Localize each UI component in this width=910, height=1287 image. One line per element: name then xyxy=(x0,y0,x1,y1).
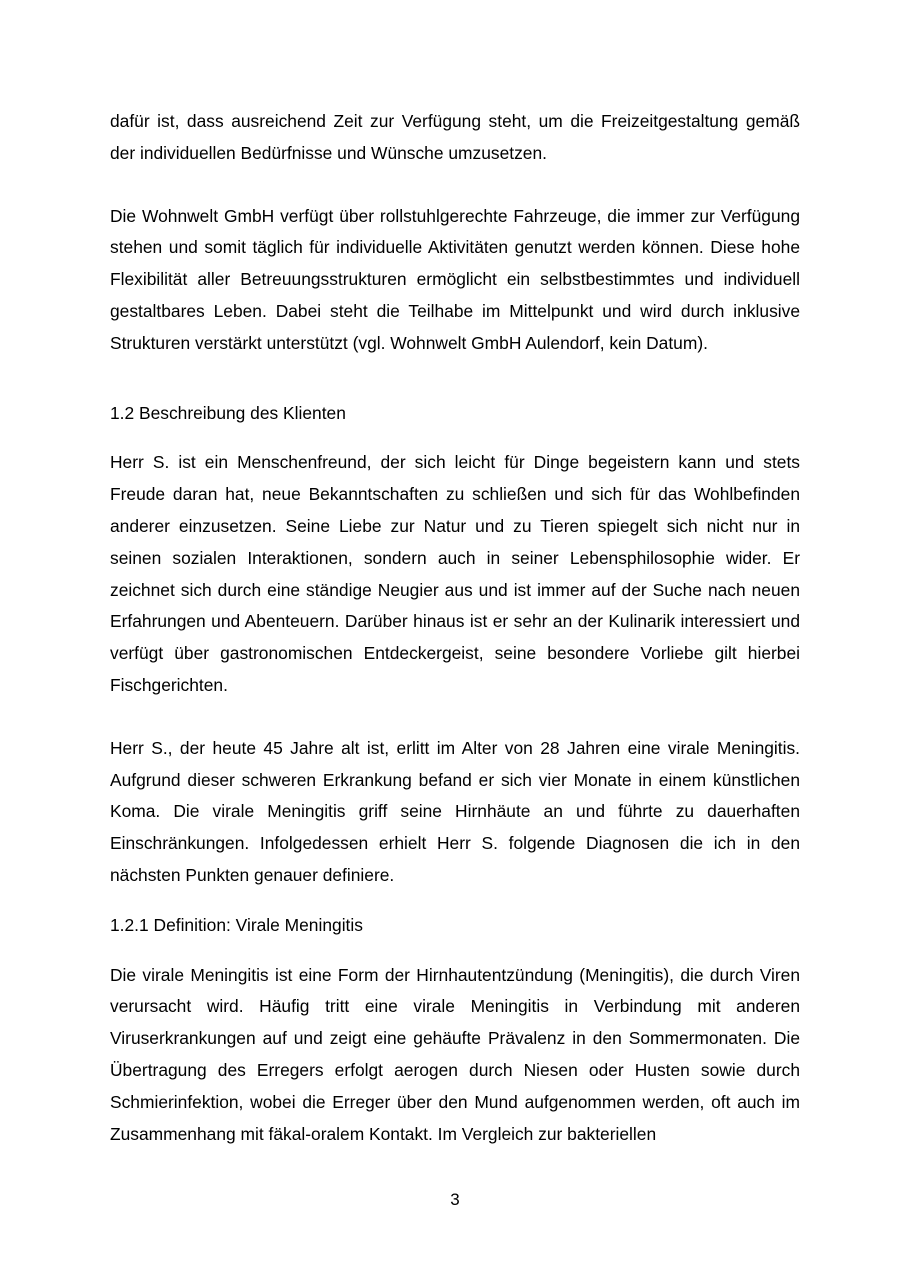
paragraph-client-personality: Herr S. ist ein Menschenfreund, der sich leicht für Dinge begeistern kann und stets Freude daran hat, neue Bekanntschaften zu schließen und sich für das Wohlbefinden anderer einzusetzen. Seine Liebe zur Natur und zu Tieren spiegelt sich nicht nur in seinen sozialen Interaktionen, sondern auch in seiner Lebensphilosophie wider. Er zeichnet sich durch eine ständige Neugier aus und ist immer auf der Suche nach neuen Erfahrungen und Abenteuern. Darüber hinaus ist er sehr an der Kulinarik interessiert und verfügt über gastronomischen Entdeckergeist, seine besondere Vorliebe gilt hierbei Fischgerichten. xyxy=(110,452,800,695)
section-heading-viral-meningitis: 1.2.1 Definition: Virale Meningitis xyxy=(110,914,363,935)
spacer xyxy=(110,360,800,398)
page-content xyxy=(110,106,800,1150)
paragraph-leisure-time: dafür ist, dass ausreichend Zeit zur Verfügung steht, um die Freizeitgestaltung gemäß der individuellen Bedürfnisse und Wünsche umzusetzen. xyxy=(110,111,800,163)
page-number: 3 xyxy=(450,1190,460,1209)
spacer xyxy=(110,892,800,910)
spacer xyxy=(110,942,800,960)
spacer xyxy=(110,170,800,201)
paragraph-meningitis-definition: Die virale Meningitis ist eine Form der Hirnhautentzündung (Meningitis), die durch Viren verursacht wird. Häufig tritt eine virale Meningitis in Verbindung mit anderen Viruserkrankungen auf und zeigt eine gehäufte Prävalenz in den Sommermonaten. Die Übertragung des Erregers erfolgt aerogen durch Niesen oder Husten sowie durch Schmierinfektion, wobei die Erreger über den Mund aufgenommen werden, oft auch im Zusammenhang mit fäkal-oralem Kontakt. Im Vergleich zur bakteriellen xyxy=(110,964,800,1144)
spacer xyxy=(110,702,800,733)
spacer xyxy=(110,429,800,447)
section-heading-client-description: 1.2 Beschreibung des Klienten xyxy=(110,402,346,423)
paragraph-vehicles: Die Wohnwelt GmbH verfügt über rollstuhlgerechte Fahrzeuge, die immer zur Verfügung stehen und somit täglich für individuelle Aktivitäten genutzt werden können. Diese hohe Flexibilität aller Betreuungsstrukturen ermöglicht ein selbstbestimmtes und individuell gestaltbares Leben. Dabei steht die Teilhabe im Mittelpunkt und wird durch inklusive Strukturen verstärkt unterstützt (vgl. Wohnwelt GmbH Aulendorf, kein Datum). xyxy=(110,205,800,353)
paragraph-client-history: Herr S., der heute 45 Jahre alt ist, erlitt im Alter von 28 Jahren eine virale Meningitis. Aufgrund dieser schweren Erkrankung befand er sich vier Monate in einem künstlichen Koma. Die virale Meningitis griff seine Hirnhäute an und führte zu dauerhaften Einschränkungen. Infolgedessen erhielt Herr S. folgende Diagnosen die ich in den nächsten Punkten genauer definiere. xyxy=(110,737,800,885)
